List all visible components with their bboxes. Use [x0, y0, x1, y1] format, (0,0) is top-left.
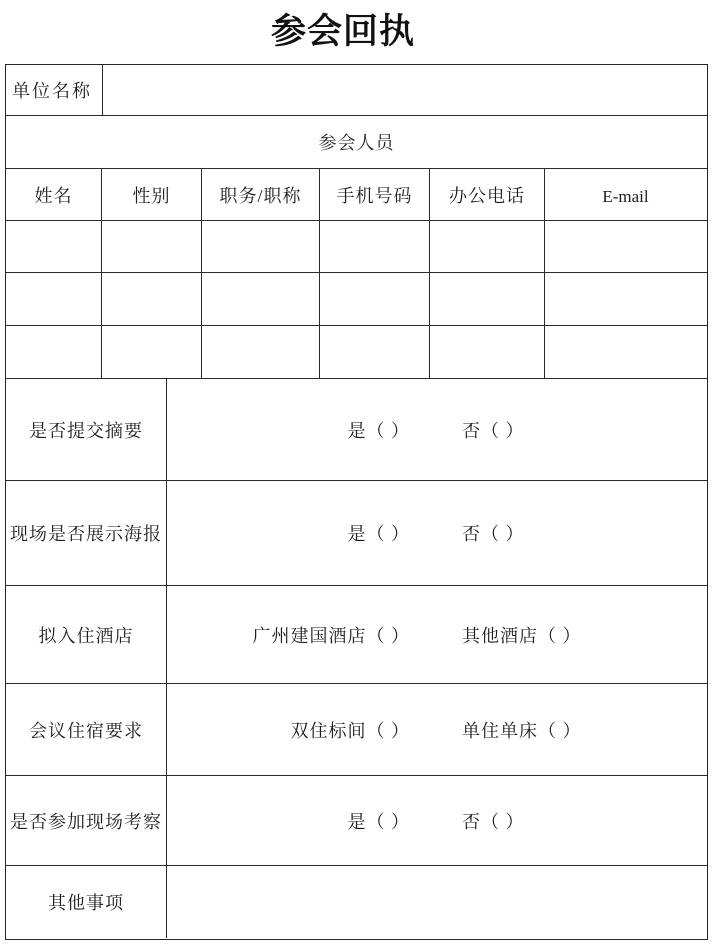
question-options [167, 776, 707, 865]
participants-header-label: 参会人员 [318, 133, 395, 153]
participant-cell [202, 326, 320, 378]
question-row-hotel [6, 586, 707, 684]
question-options [167, 586, 707, 683]
question-label: 现场是否展示海报 [6, 481, 167, 585]
participant-row [6, 326, 707, 379]
question-label: 拟入住酒店 [6, 586, 167, 683]
participant-cell [320, 273, 430, 325]
question-options [167, 684, 707, 775]
question-row-submit-abstract [6, 379, 707, 481]
option-hotel-other: 其他酒店（ ） [462, 625, 582, 646]
reply-form-table [5, 64, 708, 940]
participant-cell [430, 273, 545, 325]
question-label: 会议住宿要求 [6, 684, 167, 775]
participant-cell [545, 221, 706, 272]
column-header-gender: 性别 [102, 169, 202, 220]
unit-name-label: 单位名称 [6, 65, 103, 115]
option-hotel-guangzhou-jianguo: 广州建国酒店（ ） [252, 625, 410, 646]
participant-cell [545, 326, 706, 378]
page-title: 参会回执 [270, 11, 415, 52]
column-header-position: 职务/职称 [202, 169, 320, 220]
participant-row [6, 221, 707, 273]
participant-cell [545, 273, 706, 325]
column-header-email: E-mail [602, 187, 649, 206]
participant-cell [6, 326, 102, 378]
other-matters-label: 其他事项 [6, 866, 167, 938]
question-row-show-poster [6, 481, 707, 586]
option-yes: 是（ ） [347, 524, 410, 544]
participant-cell [202, 273, 320, 325]
option-no: 否（ ） [462, 524, 525, 544]
participants-section-header [6, 116, 707, 169]
question-options [167, 481, 707, 585]
unit-name-row [6, 65, 707, 116]
participant-cell [430, 221, 545, 272]
other-matters-row [6, 866, 707, 938]
participant-row [6, 273, 707, 326]
column-header-office-phone: 办公电话 [430, 169, 545, 220]
option-yes: 是（ ） [347, 420, 410, 441]
option-no: 否（ ） [462, 811, 525, 832]
participant-cell [6, 221, 102, 272]
participant-cell [6, 273, 102, 325]
participant-cell [102, 326, 202, 378]
column-header-name: 姓名 [6, 169, 102, 220]
column-header-mobile: 手机号码 [320, 169, 430, 220]
option-twin-room: 双住标间（ ） [290, 720, 410, 741]
participant-cell [102, 221, 202, 272]
participant-cell [202, 221, 320, 272]
question-options [167, 379, 707, 480]
question-row-accommodation [6, 684, 707, 776]
question-row-site-visit [6, 776, 707, 866]
participant-cell [320, 221, 430, 272]
option-no: 否（ ） [462, 420, 525, 441]
participant-cell [320, 326, 430, 378]
participants-columns-row [6, 169, 707, 221]
participant-cell [430, 326, 545, 378]
unit-name-value-cell [103, 65, 707, 115]
question-label: 是否参加现场考察 [6, 776, 167, 865]
question-label: 是否提交摘要 [6, 379, 167, 480]
participant-cell [102, 273, 202, 325]
option-yes: 是（ ） [347, 811, 410, 832]
other-matters-value-cell [167, 866, 707, 938]
option-single-room: 单住单床（ ） [462, 720, 582, 741]
